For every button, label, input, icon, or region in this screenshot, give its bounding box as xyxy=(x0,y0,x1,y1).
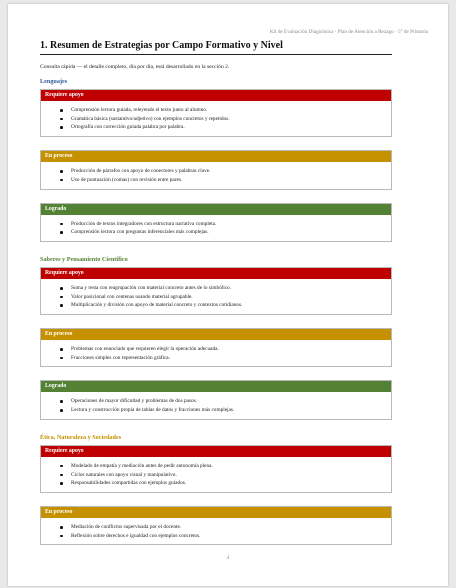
list-item: Responsabilidades compartidas con ejemplos guiados. xyxy=(71,479,391,488)
list-item: Uso de puntuación (comas) con revisión entre pares. xyxy=(71,176,391,185)
level-box-requiere-apoyo xyxy=(40,445,392,493)
strategy-list xyxy=(41,518,391,544)
running-header: Kit de Evaluación Diagnóstica · Plan de Atención a Rezago · 5° de Primaria xyxy=(269,29,428,35)
list-item: Multiplicación y división con apoyo de material concreto y contextos cotidianos. xyxy=(71,301,391,310)
level-label: Requiere apoyo xyxy=(41,90,391,101)
level-label: En proceso xyxy=(41,151,391,162)
list-item: Producción de textos integradores con estructura narrativa completa. xyxy=(71,220,391,229)
page-number: 4 xyxy=(226,556,230,561)
section-title: 1. Resumen de Estrategias por Campo Formativo y Nivel xyxy=(40,40,392,55)
list-item: Comprensión lectora con preguntas inferenciales más complejas. xyxy=(71,228,391,237)
level-box-en-proceso xyxy=(40,506,392,545)
list-item: Mediación de conflictos supervisada por el docente. xyxy=(71,523,391,532)
list-item: Ortografía con corrección guiada palabra por palabra. xyxy=(71,123,391,132)
level-box-logrado xyxy=(40,380,392,419)
level-box-en-proceso xyxy=(40,150,392,189)
list-item: Modelado de empatía y mediación antes de pedir autonomía plena. xyxy=(71,462,391,471)
strategy-list xyxy=(41,340,391,366)
strategy-list xyxy=(41,457,391,492)
list-item: Fracciones simples con representación gráfica. xyxy=(71,354,391,363)
document-page xyxy=(8,4,448,586)
strategy-list xyxy=(41,162,391,188)
area-title-etica: Ética, Naturaleza y Sociedades xyxy=(40,433,122,441)
list-item: Comprensión lectora guiada, releyendo el texto junto al alumno. xyxy=(71,106,391,115)
strategy-list xyxy=(41,392,391,418)
level-label: Logrado xyxy=(41,381,391,392)
level-box-requiere-apoyo xyxy=(40,89,392,137)
section-intro: Consulta rápida — el detalle completo, día por día, está desarrollado en la sección 2. xyxy=(40,64,230,70)
list-item: Suma y resta con reagrupación con material concreto antes de lo simbólico. xyxy=(71,284,391,293)
strategy-list xyxy=(41,215,391,241)
level-label: En proceso xyxy=(41,507,391,518)
list-item: Producción de párrafos con apoyo de conectores y palabras clave. xyxy=(71,167,391,176)
list-item: Reflexión sobre derechos e igualdad con ejemplos concretos. xyxy=(71,532,391,541)
list-item: Operaciones de mayor dificultad y problemas de dos pasos. xyxy=(71,397,391,406)
level-box-requiere-apoyo xyxy=(40,267,392,315)
level-label: Requiere apoyo xyxy=(41,446,391,457)
list-item: Lectura y construcción propia de tablas de datos y fracciones más complejas. xyxy=(71,406,391,415)
list-item: Ciclos naturales con apoyo visual y manipulativo. xyxy=(71,471,391,480)
level-box-logrado xyxy=(40,203,392,242)
level-label: Logrado xyxy=(41,204,391,215)
list-item: Gramática básica (sustantivo/adjetivo) con ejemplos concretos y repetidos. xyxy=(71,115,391,124)
level-label: En proceso xyxy=(41,329,391,340)
page-content xyxy=(40,40,392,545)
list-item: Problemas con enunciado que requieren elegir la operación adecuada. xyxy=(71,345,391,354)
strategy-list xyxy=(41,101,391,136)
strategy-list xyxy=(41,279,391,314)
level-box-en-proceso xyxy=(40,328,392,367)
area-title-lenguajes: Lenguajes xyxy=(40,78,68,85)
area-title-saberes: Saberes y Pensamiento Científico xyxy=(40,255,128,263)
list-item: Valor posicional con centenas usando material agrupable. xyxy=(71,293,391,302)
level-label: Requiere apoyo xyxy=(41,268,391,279)
